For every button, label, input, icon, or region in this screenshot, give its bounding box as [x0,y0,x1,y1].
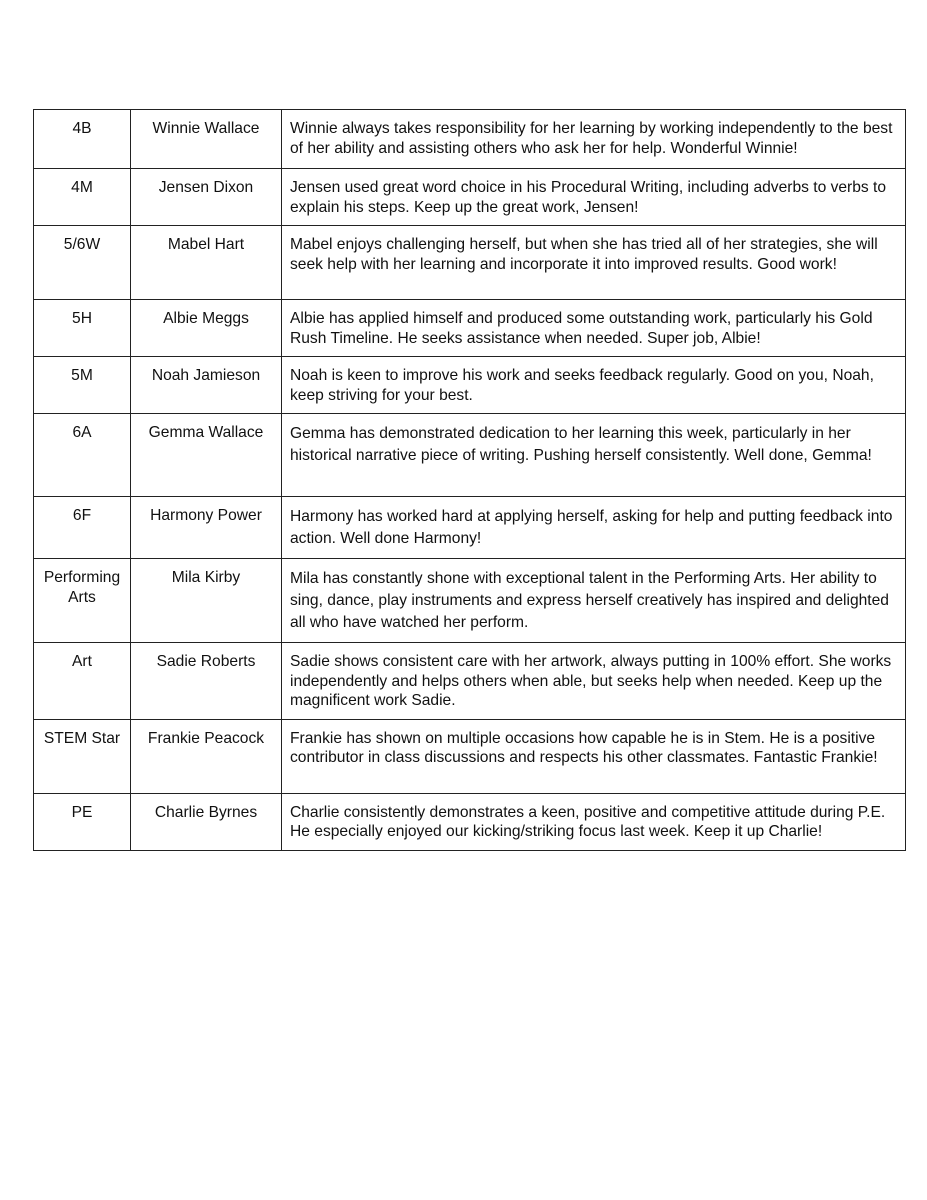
student-name-cell: Charlie Byrnes [131,793,282,850]
awards-table-body [34,110,906,851]
table-row [34,414,906,497]
class-cell: STEM Star [34,719,131,793]
comment-cell: Harmony has worked hard at applying herself, asking for help and putting feedback into action. Well done Harmony! [282,497,906,559]
student-name-cell: Albie Meggs [131,300,282,357]
student-name-cell: Frankie Peacock [131,719,282,793]
student-name-cell: Winnie Wallace [131,110,282,169]
student-name-cell: Sadie Roberts [131,643,282,720]
table-row [34,226,906,300]
class-cell: 5/6W [34,226,131,300]
class-cell: PE [34,793,131,850]
table-row [34,719,906,793]
table-row [34,169,906,226]
student-name-cell: Noah Jamieson [131,357,282,414]
comment-cell: Winnie always takes responsibility for her learning by working independently to the best of her ability and assisting others who ask her for help. Wonderful Winnie! [282,110,906,169]
awards-table [33,109,906,851]
table-row [34,110,906,169]
student-name-cell: Jensen Dixon [131,169,282,226]
comment-cell: Noah is keen to improve his work and seeks feedback regularly. Good on you, Noah, keep striving for your best. [282,357,906,414]
student-name-cell: Mila Kirby [131,559,282,643]
table-row [34,559,906,643]
comment-cell: Charlie consistently demonstrates a keen, positive and competitive attitude during P.E. He especially enjoyed our kicking/striking focus last week. Keep it up Charlie! [282,793,906,850]
class-cell: Art [34,643,131,720]
class-cell: 4M [34,169,131,226]
class-cell: 5M [34,357,131,414]
table-row [34,300,906,357]
class-cell: Performing Arts [34,559,131,643]
comment-cell: Mila has constantly shone with exceptional talent in the Performing Arts. Her ability to sing, dance, play instruments and express herself creatively has inspired and delighted all who have watched her perform. [282,559,906,643]
student-name-cell: Mabel Hart [131,226,282,300]
table-row [34,497,906,559]
comment-cell: Mabel enjoys challenging herself, but when she has tried all of her strategies, she will seek help with her learning and incorporate it into improved results. Good work! [282,226,906,300]
comment-cell: Gemma has demonstrated dedication to her learning this week, particularly in her historical narrative piece of writing. Pushing herself consistently. Well done, Gemma! [282,414,906,497]
table-row [34,793,906,850]
comment-cell: Albie has applied himself and produced some outstanding work, particularly his Gold Rush Timeline. He seeks assistance when needed. Super job, Albie! [282,300,906,357]
class-cell: 5H [34,300,131,357]
table-row [34,357,906,414]
student-name-cell: Gemma Wallace [131,414,282,497]
comment-cell: Sadie shows consistent care with her artwork, always putting in 100% effort. She works independently and helps others when able, but seeks help when needed. Keep up the magnificent work Sadie. [282,643,906,720]
class-cell: 6F [34,497,131,559]
comment-cell: Jensen used great word choice in his Procedural Writing, including adverbs to verbs to explain his steps. Keep up the great work, Jensen! [282,169,906,226]
table-row [34,643,906,720]
class-cell: 6A [34,414,131,497]
student-name-cell: Harmony Power [131,497,282,559]
comment-cell: Frankie has shown on multiple occasions how capable he is in Stem. He is a positive contributor in class discussions and respects his other classmates. Fantastic Frankie! [282,719,906,793]
class-cell: 4B [34,110,131,169]
